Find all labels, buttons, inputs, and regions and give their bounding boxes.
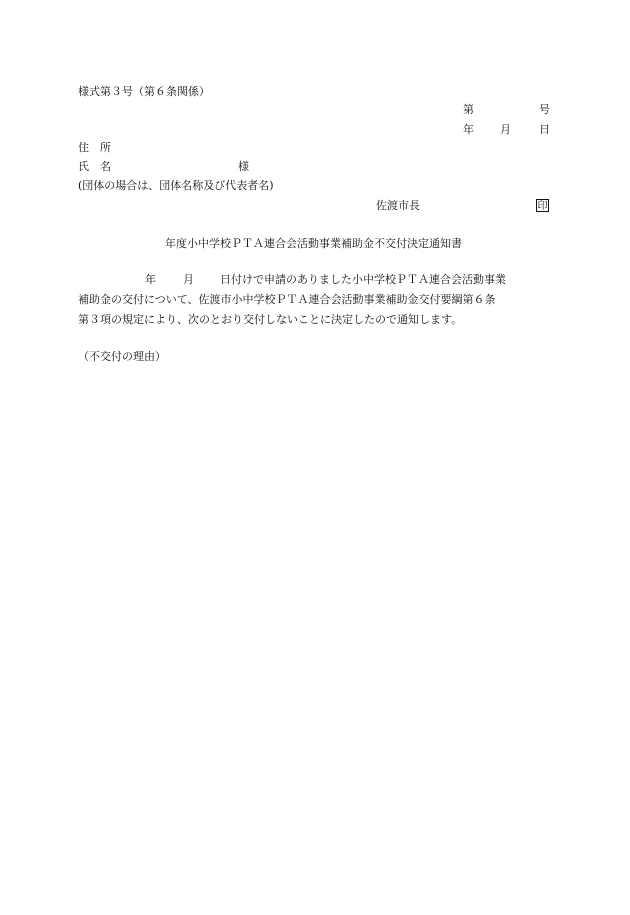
reason-label: （不交付の理由） — [78, 350, 166, 363]
honorific: 様 — [238, 160, 249, 173]
organization-note: (団体の場合は、団体名称及び代表者名) — [78, 179, 274, 192]
seal-mark: 印 — [537, 201, 548, 212]
body-line-1: 日付けで申請のありました小中学校ＰＴＡ連合会活動事業 — [220, 273, 506, 286]
date-month: 月 — [500, 123, 511, 136]
form-label: 様式第３号（第６条関係） — [78, 85, 210, 98]
doc-number-suffix: 号 — [539, 103, 550, 116]
document-heading: 年度小中学校ＰＴＡ連合会活動事業補助金不交付決定通知書 — [165, 237, 462, 250]
date-day: 日 — [539, 123, 550, 136]
issuer-title: 佐渡市長 — [376, 199, 420, 212]
name-label: 氏 名 — [78, 160, 111, 173]
doc-number-prefix: 第 — [463, 103, 474, 116]
body-month: 月 — [183, 273, 194, 286]
body-year: 年 — [145, 273, 156, 286]
address-label: 住 所 — [78, 141, 111, 154]
body-line-2: 補助金の交付について、佐渡市小中学校ＰＴＡ連合会活動事業補助金交付要綱第６条 — [78, 293, 496, 306]
date-year: 年 — [463, 123, 474, 136]
body-line-3: 第３項の規定により、次のとおり交付しないことに決定したので通知します。 — [78, 313, 463, 326]
